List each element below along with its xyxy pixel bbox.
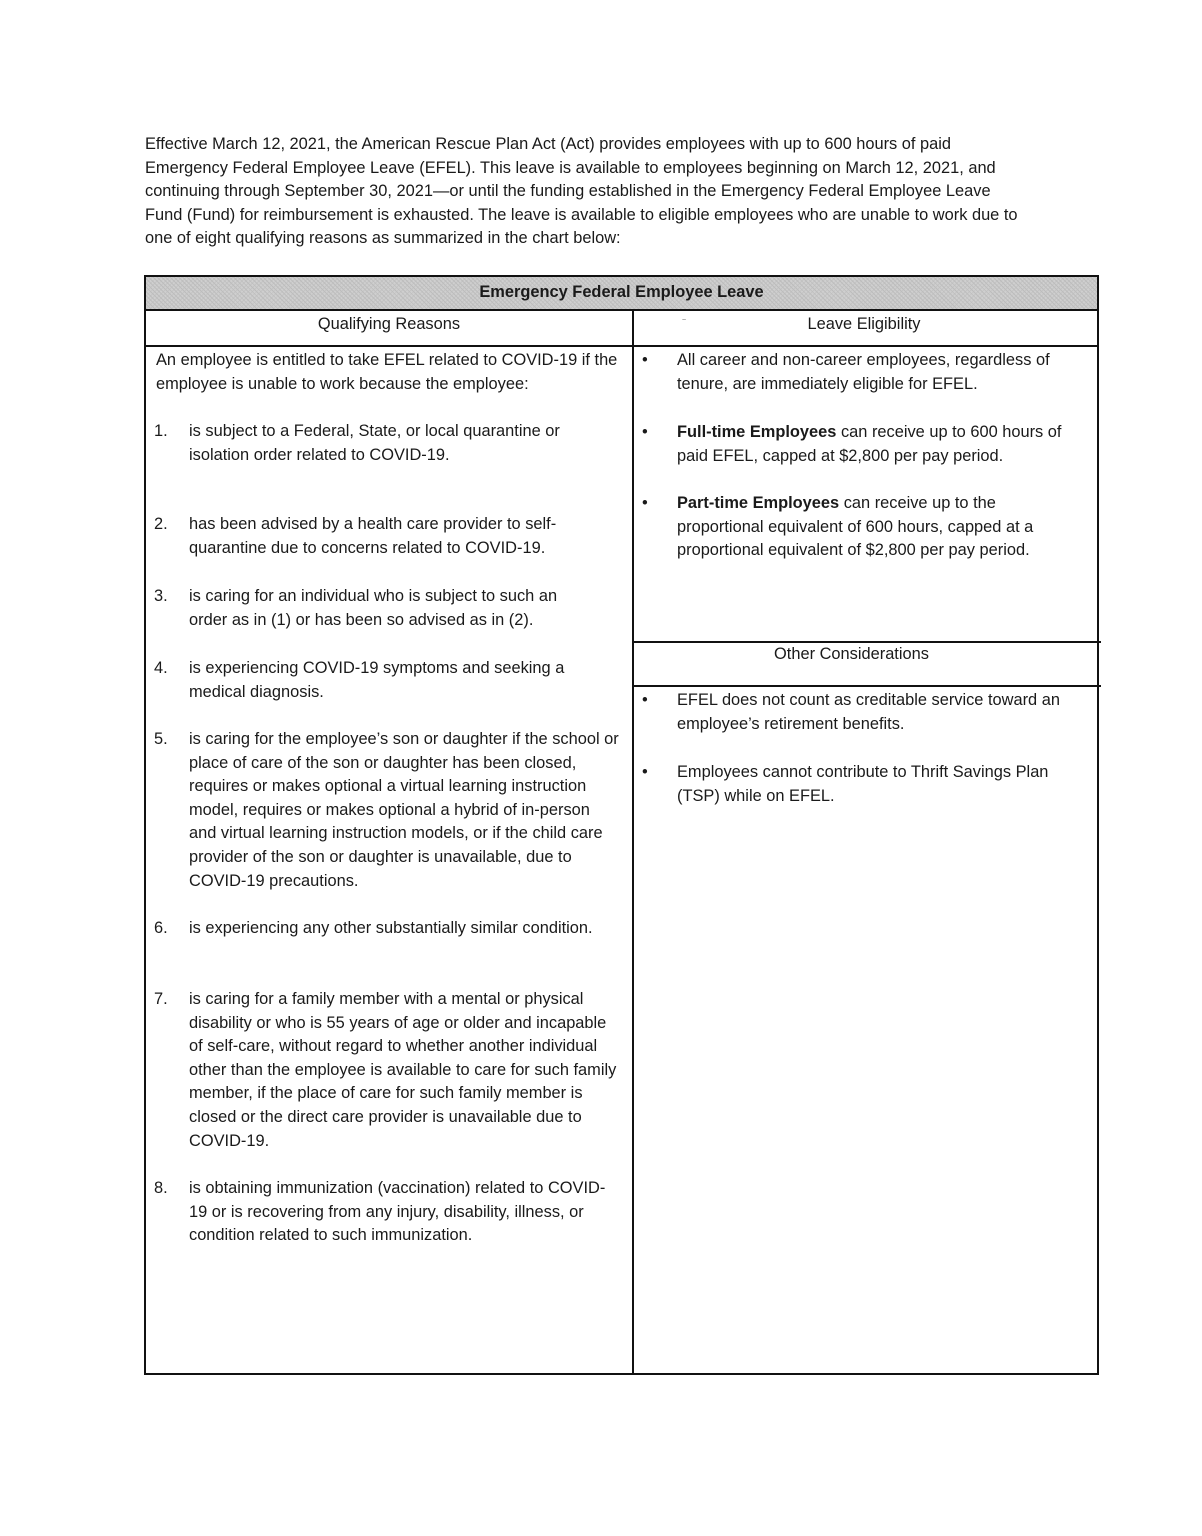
intro-paragraph: Effective March 12, 2021, the American Rescue Plan Act (Act) provides employees with up to 600 hours of paid Emergency Federal Employee Leave (EFEL). This leave is available to employees beginning on March 12, 2021, and continuing through September 30, 2021—or until the funding established in the Emergency Federal Employee Leave Fund (Fund) for reimbursement is exhausted. The leave is available to eligible employees who are unable to work due to one of eight qualifying reasons as summarized in the chart below: [145,135,1018,248]
reason-number: 8. [154,1179,168,1197]
other-considerations-header: Other Considerations [774,645,929,663]
reason-number: 5. [154,730,168,748]
reason-text: has been advised by a health care provider to self-quarantine due to concerns related to COVID-19. [189,515,557,557]
reason-text: is caring for a family member with a mental or physical disability or who is 55 years of age or older and incapable of self-care, without regard to whether another individual other than the employee is available to care for such family member, if the place of care for such family member is closed or the direct care provider is unavailable due to COVID-19. [189,990,617,1150]
reason-number: 3. [154,587,168,605]
reason-text: is experiencing any other substantially similar condition. [189,919,593,937]
bullet-icon: • [642,423,648,441]
reason-text: is subject to a Federal, State, or local quarantine or isolation order related to COVID-19. [189,422,560,464]
column-divider [632,311,634,1373]
reason-text: is caring for the employee’s son or daughter if the school or place of care of the son or daughter has been closed, requires or makes optional a virtual learning instruction model, requires or makes optional a hybrid of in-person and virtual learning instruction models, or if the child care provider of the son or daughter is unavailable, due to COVID-19 precautions. [189,730,619,890]
header-row-divider [146,345,1097,347]
bullet-icon: • [642,494,648,512]
eligibility-item-bold: Full-time Employees [677,423,837,441]
scan-mark: ~ [682,317,687,324]
eligibility-item [677,421,1077,468]
eligibility-item [677,349,1077,396]
bullet-icon: • [642,351,648,369]
reason-number: 1. [154,422,168,440]
reason-number: 6. [154,919,168,937]
other-consideration-item: Employees cannot contribute to Thrift Savings Plan (TSP) while on EFEL. [677,763,1049,805]
leave-eligibility-header: Leave Eligibility [807,315,921,333]
eligibility-item-text: can receive up to 600 hours of paid EFEL, capped at $2,800 per pay period. [677,423,1062,465]
qualifying-reasons-header: Qualifying Reasons [317,315,461,333]
other-consideration-item: EFEL does not count as creditable service toward an employee’s retirement benefits. [677,691,1060,733]
reason-number: 4. [154,659,168,677]
reason-number: 2. [154,515,168,533]
other-header-top-divider [634,641,1101,643]
eligibility-item [677,492,1077,563]
bullet-icon: • [642,691,648,709]
other-header-bottom-divider [634,685,1101,687]
table-title: Emergency Federal Employee Leave [146,277,1097,311]
eligibility-item-text: All career and non-career employees, regardless of tenure, are immediately eligible for EFEL. [677,351,1050,393]
reason-text: is obtaining immunization (vaccination) related to COVID-19 or is recovering from any injury, disability, illness, or condition related to such immunization. [189,1179,606,1245]
reason-text: is experiencing COVID-19 symptoms and seeking a medical diagnosis. [189,659,565,701]
eligibility-item-text: can receive up to the proportional equivalent of 600 hours, capped at a proportional equivalent of $2,800 per pay period. [677,494,1034,560]
reason-number: 7. [154,990,168,1008]
bullet-icon: • [642,763,648,781]
reason-text: is caring for an individual who is subject to such an order as in (1) or has been so advised as in (2). [189,587,558,629]
leave-table [144,275,1099,1375]
qualifying-intro: An employee is entitled to take EFEL related to COVID-19 if the employee is unable to work because the employee: [156,351,618,393]
eligibility-item-bold: Part-time Employees [677,494,840,512]
